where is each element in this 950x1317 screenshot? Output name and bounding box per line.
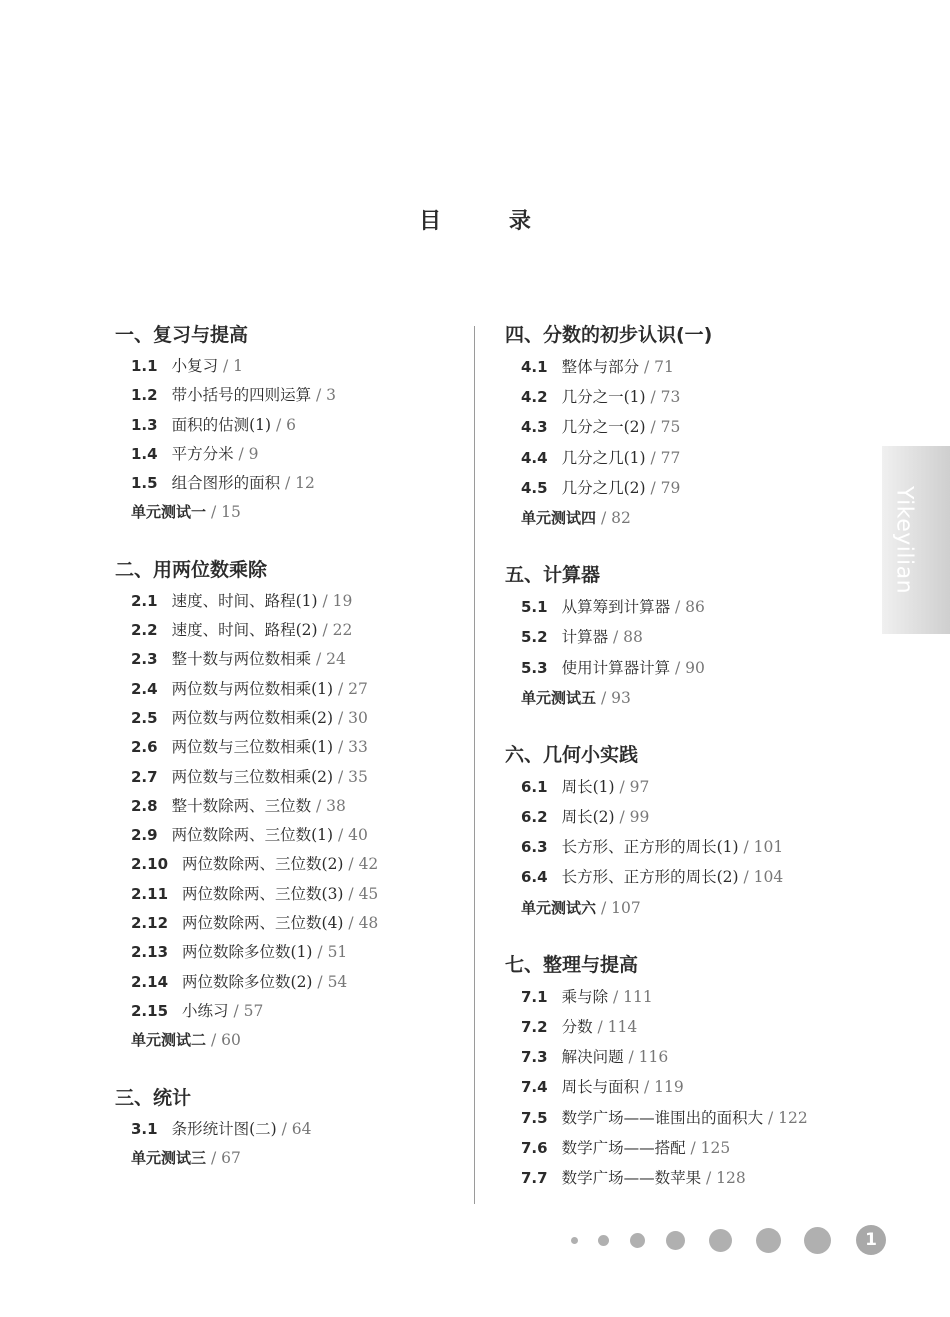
toc-entry[interactable] <box>115 469 475 498</box>
entry-number: 6.3 <box>521 838 548 857</box>
entry-page: 3 <box>326 386 337 405</box>
toc-entry[interactable] <box>115 352 475 381</box>
chapter-title[interactable]: 四、分数的初步认识(一) <box>505 324 713 346</box>
entry-page: 75 <box>660 418 681 437</box>
dot-4 <box>666 1231 685 1250</box>
entry-separator: / <box>333 708 349 727</box>
toc-entry[interactable] <box>115 909 475 938</box>
entry-page: 48 <box>358 914 379 933</box>
entry-title: 平方分米 <box>171 444 234 463</box>
entry-title: 速度、时间、路程(2) <box>171 621 318 640</box>
entry-title: 几分之几(2) <box>561 478 646 497</box>
entry-title: 使用计算器计算 <box>561 658 671 677</box>
entry-page: 116 <box>638 1048 669 1067</box>
entry-number: 2.3 <box>131 650 158 669</box>
entry-title: 速度、时间、路程(1) <box>171 591 318 610</box>
entry-separator: / <box>738 838 754 857</box>
entry-separator: / <box>670 658 686 677</box>
entry-title: 几分之几(1) <box>561 448 646 467</box>
entry-page: 54 <box>327 972 348 991</box>
column-divider <box>474 326 475 1204</box>
entry-page: 67 <box>221 1148 241 1167</box>
entry-page: 90 <box>685 658 705 677</box>
entry-page: 22 <box>332 621 353 640</box>
side-tab-text: Yikeyilian <box>891 485 917 595</box>
toc-right-column <box>505 322 865 1222</box>
entry-page: 35 <box>348 767 368 786</box>
entry-page: 93 <box>611 688 631 707</box>
entry-page: 125 <box>700 1138 731 1157</box>
unit-test-title: 单元测试一 <box>131 503 207 522</box>
entry-page: 6 <box>286 415 296 434</box>
side-tab <box>882 446 950 634</box>
entry-page: 128 <box>716 1168 746 1187</box>
toc-entry[interactable] <box>505 1072 865 1102</box>
entry-number: 2.4 <box>131 679 158 698</box>
toc-entry[interactable] <box>115 763 475 792</box>
entry-number: 7.3 <box>521 1048 548 1067</box>
entry-title: 两位数除多位数(2) <box>182 972 313 991</box>
chapter <box>505 322 865 533</box>
entry-title: 小练习 <box>182 1001 229 1020</box>
entry-title: 几分之一(2) <box>561 418 646 437</box>
entry-page: 64 <box>291 1119 312 1138</box>
entry-separator: / <box>333 738 349 757</box>
entry-separator: / <box>228 1001 244 1020</box>
toc-entry[interactable] <box>505 653 865 683</box>
entry-title: 周长(2) <box>561 808 615 827</box>
unit-test-entry[interactable] <box>115 498 475 527</box>
unit-test-entry[interactable] <box>505 893 865 923</box>
toc-left-column <box>115 322 475 1202</box>
toc-entry[interactable] <box>115 381 475 410</box>
entry-page: 24 <box>326 650 346 669</box>
entry-title: 条形统计图(二) <box>171 1119 277 1138</box>
toc-entry[interactable] <box>505 772 865 802</box>
entry-separator: / <box>312 972 328 991</box>
entry-separator: / <box>206 1031 222 1050</box>
toc-entry[interactable] <box>505 1103 865 1133</box>
entry-title: 整十数除两、三位数 <box>171 796 312 815</box>
entry-number: 1.5 <box>131 474 158 493</box>
toc-entry[interactable] <box>505 832 865 862</box>
toc-entry[interactable] <box>115 850 475 879</box>
entry-number: 7.7 <box>521 1168 548 1187</box>
entry-page: 79 <box>660 478 681 497</box>
entry-separator: / <box>645 388 661 407</box>
entry-number: 5.1 <box>521 598 548 617</box>
entry-separator: / <box>206 1148 222 1167</box>
chapter-title[interactable]: 三、统计 <box>115 1086 192 1109</box>
entry-title: 解决问题 <box>561 1048 624 1067</box>
toc-entry[interactable] <box>505 382 865 412</box>
entry-number: 4.5 <box>521 478 548 497</box>
entry-title: 两位数除两、三位数(1) <box>171 826 334 845</box>
dot-5 <box>709 1229 732 1252</box>
entry-number: 1.3 <box>131 415 158 434</box>
entry-separator: / <box>645 418 661 437</box>
entry-number: 1.1 <box>131 357 158 375</box>
entry-number: 4.2 <box>521 388 548 407</box>
entry-page: 101 <box>753 838 784 857</box>
entry-title: 数学广场——数苹果 <box>561 1168 702 1187</box>
entry-number: 2.12 <box>131 914 169 933</box>
entry-title: 小复习 <box>171 357 219 375</box>
entry-page: 9 <box>248 444 259 463</box>
chapter <box>115 322 475 528</box>
entry-page: 77 <box>660 448 681 467</box>
entry-title: 长方形、正方形的周长(1) <box>561 838 739 857</box>
entry-number: 7.6 <box>521 1138 548 1157</box>
entry-title: 两位数除两、三位数(4) <box>182 914 344 933</box>
entry-separator: / <box>343 914 359 933</box>
toc-entry[interactable] <box>115 792 475 821</box>
entry-number: 2.8 <box>131 796 158 815</box>
entry-number: 2.14 <box>131 972 169 991</box>
entry-separator: / <box>311 650 327 669</box>
entry-number: 1.4 <box>131 444 158 463</box>
toc-entry[interactable] <box>115 880 475 909</box>
entry-separator: / <box>206 503 222 522</box>
entry-page: 107 <box>611 898 641 917</box>
entry-separator: / <box>317 621 333 640</box>
entry-separator: / <box>271 415 287 434</box>
entry-separator: / <box>333 767 349 786</box>
chapter <box>505 562 865 713</box>
entry-separator: / <box>738 868 754 887</box>
chapter <box>115 1085 475 1174</box>
toc-entry[interactable] <box>115 411 475 440</box>
entry-separator: / <box>639 358 655 376</box>
entry-separator: / <box>596 508 612 527</box>
toc-entry[interactable] <box>505 1042 865 1072</box>
toc-entry[interactable] <box>505 592 865 622</box>
entry-title: 面积的估测(1) <box>171 415 272 434</box>
entry-page: 15 <box>221 503 241 522</box>
entry-number: 2.10 <box>131 855 169 874</box>
entry-number: 5.3 <box>521 658 548 677</box>
entry-title: 组合图形的面积 <box>171 474 281 493</box>
entry-separator: / <box>614 777 630 796</box>
entry-separator: / <box>233 444 249 463</box>
entry-separator: / <box>645 478 661 497</box>
toc-entry[interactable] <box>505 982 865 1012</box>
entry-page: 88 <box>623 628 643 647</box>
toc-entry[interactable] <box>505 862 865 892</box>
toc-entry[interactable] <box>115 587 475 616</box>
entry-title: 两位数除多位数(1) <box>182 943 313 962</box>
entry-page: 60 <box>221 1031 241 1050</box>
chapter-title[interactable]: 七、整理与提高 <box>505 953 639 976</box>
toc-entry[interactable] <box>115 645 475 674</box>
entry-number: 2.13 <box>131 943 169 962</box>
entry-separator: / <box>614 808 630 827</box>
entry-number: 5.2 <box>521 628 548 647</box>
toc-entry[interactable] <box>505 1012 865 1042</box>
toc-entry[interactable] <box>115 616 475 645</box>
entry-number: 1.2 <box>131 386 158 405</box>
chapter-title[interactable]: 六、几何小实践 <box>505 743 639 766</box>
unit-test-entry[interactable] <box>505 683 865 713</box>
toc-entry[interactable] <box>115 675 475 704</box>
entry-separator: / <box>763 1108 779 1127</box>
entry-page: 42 <box>358 855 379 874</box>
entry-number: 4.3 <box>521 418 548 437</box>
entry-separator: / <box>343 884 359 903</box>
entry-separator: / <box>311 796 327 815</box>
toc-entry[interactable] <box>505 622 865 652</box>
toc-entry[interactable] <box>505 1163 865 1193</box>
toc-entry[interactable] <box>115 997 475 1026</box>
entry-page: 45 <box>358 884 379 903</box>
entry-page: 86 <box>685 598 705 617</box>
entry-separator: / <box>311 386 327 405</box>
entry-title: 乘与除 <box>561 987 609 1006</box>
toc-entry[interactable] <box>505 1133 865 1163</box>
entry-separator: / <box>608 987 624 1006</box>
entry-page: 97 <box>629 777 650 796</box>
entry-title: 整体与部分 <box>561 358 640 376</box>
entry-separator: / <box>623 1048 639 1067</box>
entry-number: 4.4 <box>521 448 548 467</box>
entry-page: 73 <box>660 388 681 407</box>
entry-page: 38 <box>326 796 346 815</box>
entry-page: 119 <box>654 1078 684 1097</box>
chapter <box>115 557 475 1056</box>
unit-test-entry[interactable] <box>505 503 865 533</box>
entry-number: 2.1 <box>131 591 158 610</box>
entry-number: 2.6 <box>131 738 158 757</box>
entry-page: 1 <box>233 357 244 375</box>
entry-separator: / <box>312 943 328 962</box>
dot-7 <box>804 1227 831 1254</box>
entry-separator: / <box>596 898 612 917</box>
entry-page: 40 <box>348 826 368 845</box>
toc-entry[interactable] <box>115 440 475 469</box>
entry-separator: / <box>685 1138 701 1157</box>
entry-separator: / <box>343 855 359 874</box>
entry-separator: / <box>280 474 296 493</box>
entry-page: 111 <box>623 987 653 1006</box>
toc-entry[interactable] <box>115 821 475 850</box>
entry-title: 长方形、正方形的周长(2) <box>561 868 739 887</box>
toc-entry[interactable] <box>505 352 865 382</box>
entry-number: 2.5 <box>131 708 158 727</box>
entry-title: 两位数与三位数相乘(2) <box>171 767 334 786</box>
entry-title: 两位数与两位数相乘(1) <box>171 679 334 698</box>
entry-number: 2.2 <box>131 621 158 640</box>
entry-page: 57 <box>243 1001 264 1020</box>
entry-separator: / <box>639 1078 655 1097</box>
entry-number: 2.7 <box>131 767 158 786</box>
entry-title: 两位数与三位数相乘(1) <box>171 738 334 757</box>
entry-page: 82 <box>611 508 631 527</box>
entry-page: 12 <box>295 474 315 493</box>
entry-title: 分数 <box>561 1018 593 1036</box>
entry-number: 6.4 <box>521 868 548 887</box>
entry-number: 7.4 <box>521 1078 548 1097</box>
toc-entry[interactable] <box>115 733 475 762</box>
entry-page: 19 <box>332 591 353 610</box>
entry-page: 27 <box>348 679 368 698</box>
entry-number: 7.2 <box>521 1018 548 1036</box>
entry-page: 99 <box>629 808 650 827</box>
unit-test-entry[interactable] <box>115 1026 475 1055</box>
entry-page: 51 <box>327 943 348 962</box>
unit-test-title: 单元测试二 <box>131 1031 207 1050</box>
entry-title: 几分之一(1) <box>561 388 646 407</box>
chapter-title[interactable]: 五、计算器 <box>505 564 601 587</box>
dot-2 <box>598 1235 609 1246</box>
toc-entry[interactable] <box>115 704 475 733</box>
chapter <box>505 952 865 1193</box>
entry-separator: / <box>596 688 612 707</box>
entry-number: 7.1 <box>521 987 548 1006</box>
entry-title: 两位数除两、三位数(2) <box>182 855 344 874</box>
toc-entry[interactable] <box>115 1115 475 1144</box>
entry-page: 104 <box>753 868 784 887</box>
entry-title: 两位数与两位数相乘(2) <box>171 708 334 727</box>
entry-separator: / <box>317 591 333 610</box>
dot-6 <box>756 1228 781 1253</box>
entry-page: 114 <box>607 1018 638 1036</box>
entry-title: 周长(1) <box>561 777 615 796</box>
entry-title: 数学广场——谁围出的面积大 <box>561 1108 764 1127</box>
entry-number: 7.5 <box>521 1108 548 1127</box>
entry-separator: / <box>645 448 661 467</box>
unit-test-entry[interactable] <box>115 1144 475 1173</box>
entry-title: 两位数除两、三位数(3) <box>182 884 344 903</box>
toc-entry[interactable] <box>505 443 865 473</box>
entry-separator: / <box>333 679 349 698</box>
entry-page: 122 <box>778 1108 808 1127</box>
entry-page: 71 <box>654 358 674 376</box>
unit-test-title: 单元测试六 <box>521 898 597 917</box>
entry-title: 计算器 <box>561 628 609 647</box>
entry-page: 33 <box>348 738 368 757</box>
entry-number: 2.9 <box>131 826 158 845</box>
decorative-dots <box>0 1220 950 1260</box>
toc-entry[interactable] <box>505 802 865 832</box>
entry-separator: / <box>592 1018 608 1036</box>
entry-number: 2.15 <box>131 1001 169 1020</box>
unit-test-title: 单元测试四 <box>521 508 597 527</box>
entry-separator: / <box>608 628 624 647</box>
toc-entry[interactable] <box>115 938 475 967</box>
entry-title: 从算筹到计算器 <box>561 598 671 617</box>
entry-number: 6.2 <box>521 808 548 827</box>
dot-1 <box>571 1237 578 1244</box>
toc-entry[interactable] <box>115 968 475 997</box>
entry-title: 带小括号的四则运算 <box>171 386 312 405</box>
entry-separator: / <box>218 357 234 375</box>
entry-separator: / <box>701 1168 717 1187</box>
chapter <box>505 742 865 923</box>
entry-separator: / <box>276 1119 292 1138</box>
page-number: 1 <box>856 1225 886 1255</box>
entry-separator: / <box>333 826 349 845</box>
entry-title: 数学广场——搭配 <box>561 1138 686 1157</box>
unit-test-title: 单元测试五 <box>521 688 597 707</box>
entry-number: 3.1 <box>131 1119 158 1138</box>
entry-number: 6.1 <box>521 777 548 796</box>
page-title: 目 录 <box>419 209 561 234</box>
unit-test-title: 单元测试三 <box>131 1148 207 1167</box>
entry-number: 4.1 <box>521 358 548 376</box>
entry-title: 整十数与两位数相乘 <box>171 650 312 669</box>
dot-3 <box>630 1233 645 1248</box>
chapter-title[interactable]: 二、用两位数乘除 <box>115 558 268 581</box>
entry-title: 周长与面积 <box>561 1078 640 1097</box>
toc-entry[interactable] <box>505 473 865 503</box>
entry-number: 2.11 <box>131 884 169 903</box>
toc-entry[interactable] <box>505 412 865 442</box>
entry-separator: / <box>670 598 686 617</box>
entry-page: 30 <box>348 708 368 727</box>
chapter-title[interactable]: 一、复习与提高 <box>115 324 249 346</box>
